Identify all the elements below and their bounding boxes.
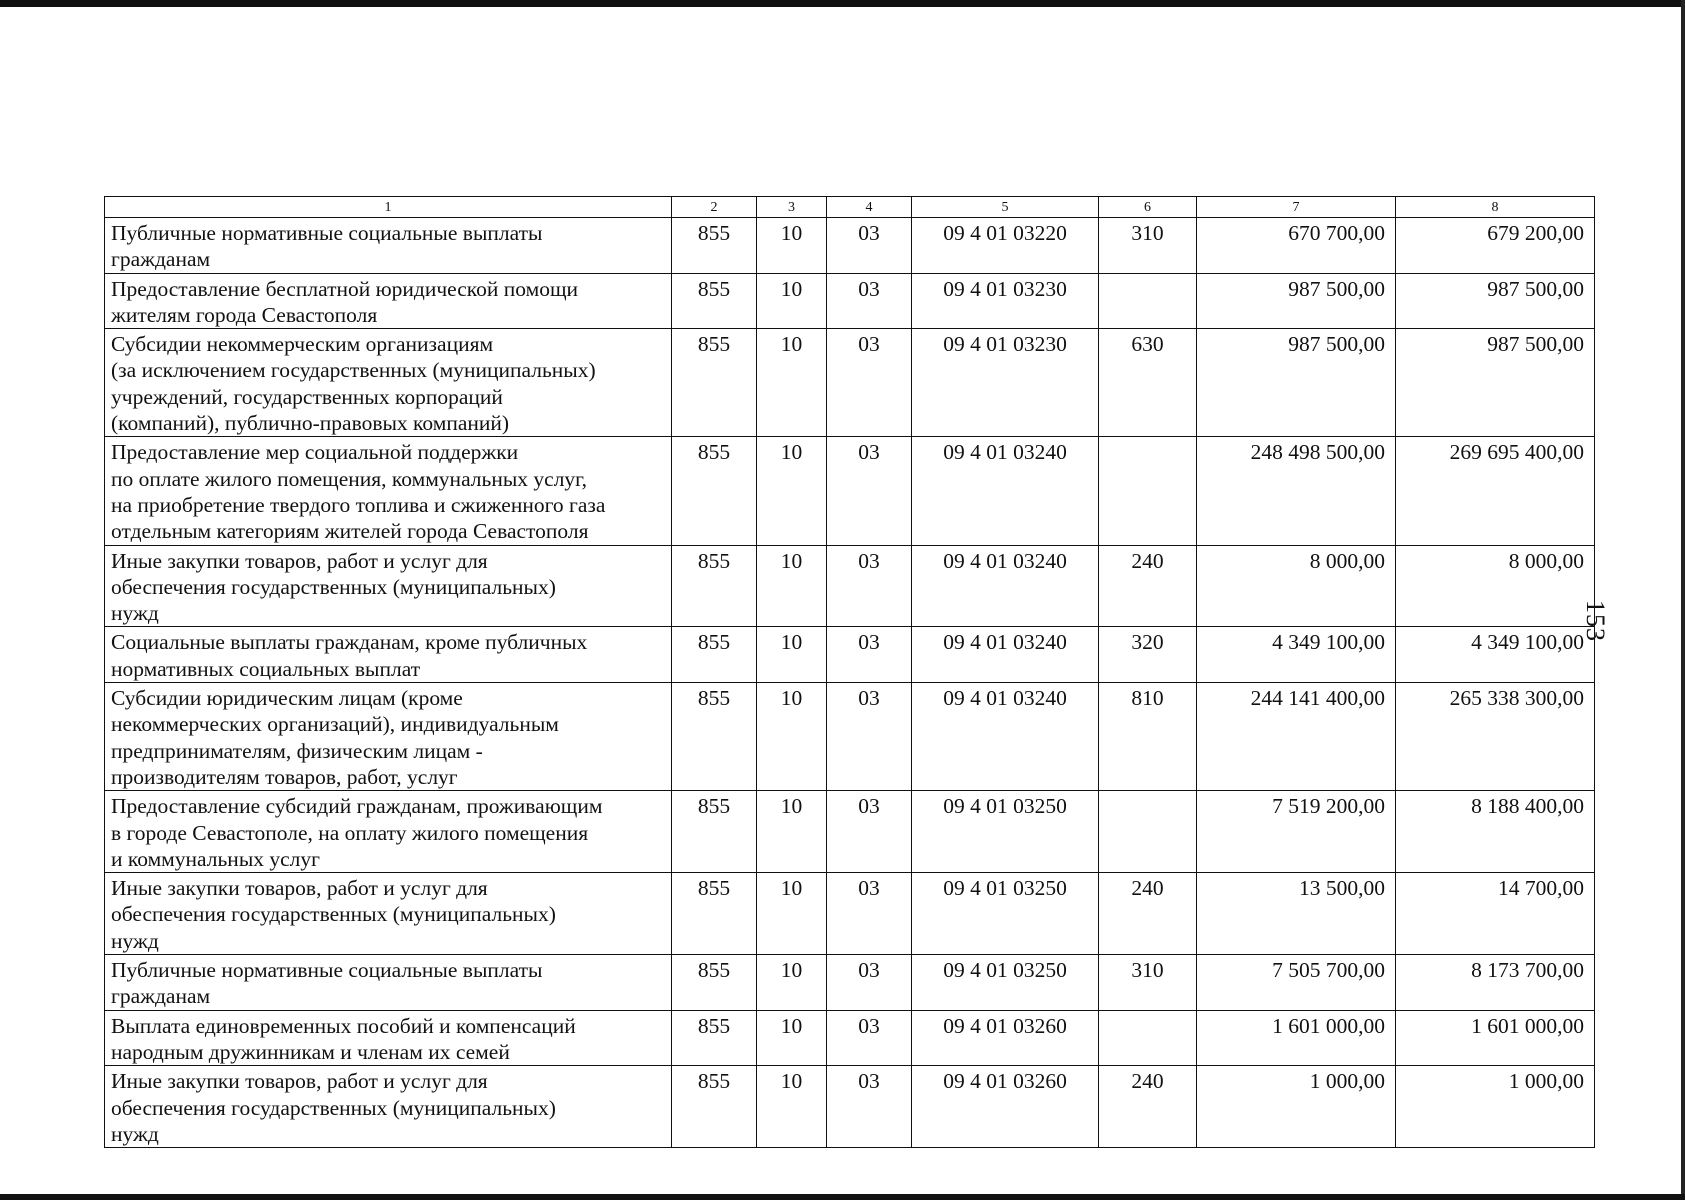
ministry-code: 855 [672, 683, 757, 791]
expense-type-code: 240 [1099, 1066, 1197, 1148]
ministry-code: 855 [672, 218, 757, 274]
row-description: Субсидии некоммерческим организациям (за исключением государственных (муниципальных) учреждений, государственных корпораций (компаний), публично-правовых компаний) [105, 329, 672, 437]
expense-type-code: 630 [1099, 329, 1197, 437]
table-row [105, 437, 1595, 545]
target-article-code: 09 4 01 03230 [912, 329, 1099, 437]
table-row [105, 329, 1595, 437]
amount-year-2: 14 700,00 [1396, 873, 1595, 955]
row-description: Иные закупки товаров, работ и услуг для обеспечения государственных (муниципальных) нужд [105, 1066, 672, 1148]
amount-year-2: 987 500,00 [1396, 273, 1595, 329]
section-code: 10 [757, 218, 827, 274]
row-description: Иные закупки товаров, работ и услуг для обеспечения государственных (муниципальных) нужд [105, 545, 672, 627]
amount-year-1: 13 500,00 [1197, 873, 1396, 955]
ministry-code: 855 [672, 329, 757, 437]
table-row [105, 683, 1595, 791]
amount-year-1: 4 349 100,00 [1197, 627, 1396, 683]
ministry-code: 855 [672, 1010, 757, 1066]
amount-year-2: 987 500,00 [1396, 329, 1595, 437]
amount-year-2: 8 173 700,00 [1396, 955, 1595, 1011]
ministry-code: 855 [672, 1066, 757, 1148]
expense-type-code: 310 [1099, 955, 1197, 1011]
section-code: 10 [757, 545, 827, 627]
amount-year-1: 987 500,00 [1197, 273, 1396, 329]
subsection-code: 03 [827, 273, 912, 329]
expense-type-code: 810 [1099, 683, 1197, 791]
amount-year-1: 248 498 500,00 [1197, 437, 1396, 545]
expense-type-code: 240 [1099, 545, 1197, 627]
amount-year-2: 4 349 100,00 [1396, 627, 1595, 683]
subsection-code: 03 [827, 218, 912, 274]
row-description: Публичные нормативные социальные выплаты гражданам [105, 218, 672, 274]
amount-year-1: 1 000,00 [1197, 1066, 1396, 1148]
column-number: 2 [672, 197, 757, 218]
target-article-code: 09 4 01 03240 [912, 545, 1099, 627]
table-row [105, 273, 1595, 329]
ministry-code: 855 [672, 791, 757, 873]
target-article-code: 09 4 01 03250 [912, 873, 1099, 955]
subsection-code: 03 [827, 683, 912, 791]
subsection-code: 03 [827, 1010, 912, 1066]
column-number: 3 [757, 197, 827, 218]
subsection-code: 03 [827, 545, 912, 627]
table-row [105, 791, 1595, 873]
subsection-code: 03 [827, 437, 912, 545]
ministry-code: 855 [672, 437, 757, 545]
expense-type-code [1099, 273, 1197, 329]
expense-type-code: 310 [1099, 218, 1197, 274]
section-code: 10 [757, 437, 827, 545]
target-article-code: 09 4 01 03260 [912, 1066, 1099, 1148]
ministry-code: 855 [672, 955, 757, 1011]
table-row [105, 218, 1595, 274]
column-number: 6 [1099, 197, 1197, 218]
expense-type-code [1099, 791, 1197, 873]
amount-year-2: 269 695 400,00 [1396, 437, 1595, 545]
table-row [105, 873, 1595, 955]
table-row [105, 627, 1595, 683]
row-description: Субсидии юридическим лицам (кроме некоммерческих организаций), индивидуальным предпринимателям, физическим лицам - производителям товаров, работ, услуг [105, 683, 672, 791]
ministry-code: 855 [672, 545, 757, 627]
amount-year-2: 8 188 400,00 [1396, 791, 1595, 873]
ministry-code: 855 [672, 873, 757, 955]
amount-year-1: 670 700,00 [1197, 218, 1396, 274]
subsection-code: 03 [827, 955, 912, 1011]
amount-year-2: 679 200,00 [1396, 218, 1595, 274]
target-article-code: 09 4 01 03260 [912, 1010, 1099, 1066]
expense-type-code [1099, 437, 1197, 545]
expense-type-code [1099, 1010, 1197, 1066]
row-description: Выплата единовременных пособий и компенсаций народным дружинникам и членам их семей [105, 1010, 672, 1066]
amount-year-2: 1 601 000,00 [1396, 1010, 1595, 1066]
budget-table [104, 196, 1595, 1148]
expense-type-code: 320 [1099, 627, 1197, 683]
target-article-code: 09 4 01 03250 [912, 791, 1099, 873]
amount-year-2: 8 000,00 [1396, 545, 1595, 627]
row-description: Социальные выплаты гражданам, кроме публичных нормативных социальных выплат [105, 627, 672, 683]
column-number: 7 [1197, 197, 1396, 218]
subsection-code: 03 [827, 1066, 912, 1148]
scan-border-top [0, 0, 1685, 7]
target-article-code: 09 4 01 03230 [912, 273, 1099, 329]
table-body [105, 197, 1595, 1148]
table-row [105, 955, 1595, 1011]
amount-year-1: 987 500,00 [1197, 329, 1396, 437]
column-number: 8 [1396, 197, 1595, 218]
subsection-code: 03 [827, 329, 912, 437]
scan-border-right [1681, 0, 1685, 1200]
section-code: 10 [757, 791, 827, 873]
section-code: 10 [757, 627, 827, 683]
column-number: 1 [105, 197, 672, 218]
ministry-code: 855 [672, 627, 757, 683]
subsection-code: 03 [827, 791, 912, 873]
amount-year-1: 244 141 400,00 [1197, 683, 1396, 791]
table-row [105, 545, 1595, 627]
section-code: 10 [757, 1066, 827, 1148]
section-code: 10 [757, 873, 827, 955]
amount-year-1: 8 000,00 [1197, 545, 1396, 627]
table-row [105, 1010, 1595, 1066]
row-description: Предоставление субсидий гражданам, проживающим в городе Севастополе, на оплату жилого помещения и коммунальных услуг [105, 791, 672, 873]
column-number: 5 [912, 197, 1099, 218]
section-code: 10 [757, 683, 827, 791]
subsection-code: 03 [827, 873, 912, 955]
section-code: 10 [757, 955, 827, 1011]
column-number: 4 [827, 197, 912, 218]
ministry-code: 855 [672, 273, 757, 329]
target-article-code: 09 4 01 03220 [912, 218, 1099, 274]
section-code: 10 [757, 273, 827, 329]
page-number: 153 [1581, 600, 1610, 642]
row-description: Предоставление бесплатной юридической помощи жителям города Севастополя [105, 273, 672, 329]
target-article-code: 09 4 01 03250 [912, 955, 1099, 1011]
column-number-row [105, 197, 1595, 218]
target-article-code: 09 4 01 03240 [912, 627, 1099, 683]
section-code: 10 [757, 329, 827, 437]
target-article-code: 09 4 01 03240 [912, 437, 1099, 545]
section-code: 10 [757, 1010, 827, 1066]
amount-year-1: 1 601 000,00 [1197, 1010, 1396, 1066]
subsection-code: 03 [827, 627, 912, 683]
target-article-code: 09 4 01 03240 [912, 683, 1099, 791]
table-row [105, 1066, 1595, 1148]
amount-year-2: 265 338 300,00 [1396, 683, 1595, 791]
row-description: Иные закупки товаров, работ и услуг для обеспечения государственных (муниципальных) нужд [105, 873, 672, 955]
row-description: Предоставление мер социальной поддержки по оплате жилого помещения, коммунальных услуг, на приобретение твердого топлива и сжиженного газа отдельным категориям жителей города Севастополя [105, 437, 672, 545]
expense-type-code: 240 [1099, 873, 1197, 955]
amount-year-1: 7 505 700,00 [1197, 955, 1396, 1011]
row-description: Публичные нормативные социальные выплаты гражданам [105, 955, 672, 1011]
amount-year-2: 1 000,00 [1396, 1066, 1595, 1148]
scan-border-bottom [0, 1194, 1685, 1200]
amount-year-1: 7 519 200,00 [1197, 791, 1396, 873]
